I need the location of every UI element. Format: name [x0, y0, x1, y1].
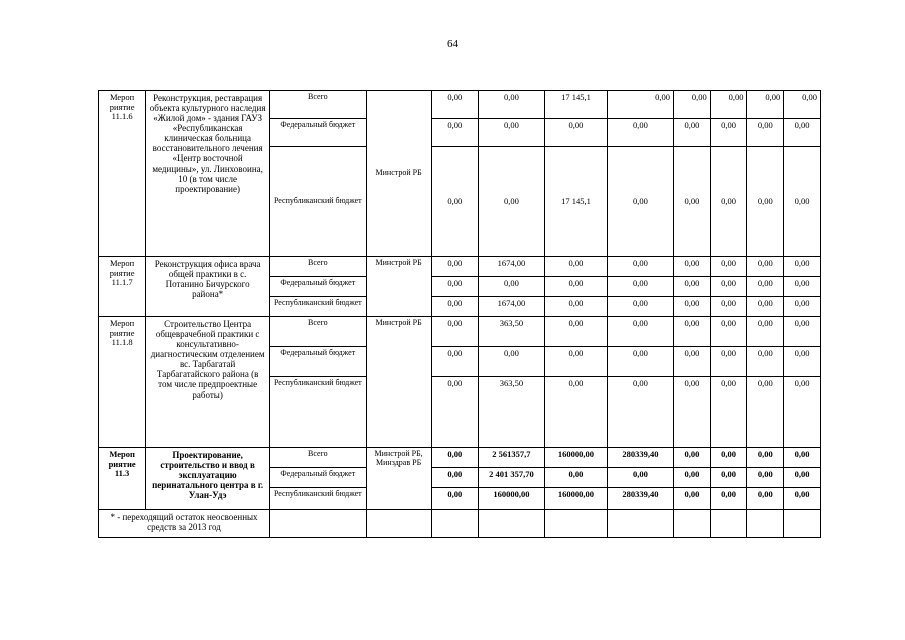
funding-source: Всего	[270, 91, 367, 119]
measure-name: Реконструкция, реставрация объекта культурного наследия «Жилой дом» - здания ГАУЗ «Республиканская клиническая больница восстановительного лечения «Центр восточной медицины», ул. Линховоина, 10 (в том числе проектирование)	[146, 91, 270, 257]
amount-cell: 0,00	[674, 119, 711, 147]
page-number: 64	[447, 38, 458, 50]
amount-cell: 160000,00	[478, 488, 544, 510]
funding-source: Республиканский бюджет	[270, 297, 367, 317]
empty-cell	[431, 510, 478, 538]
amount-cell: 2 401 357,70	[478, 468, 544, 488]
amount-cell: 0,00	[431, 468, 478, 488]
executor: Минстрой РБ	[366, 317, 431, 448]
amount-cell: 0,00	[784, 448, 821, 468]
amount-cell: 0,00	[431, 347, 478, 377]
amount-cell: 0,00	[431, 448, 478, 468]
funding-source: Республиканский бюджет	[270, 147, 367, 257]
amount-cell: 0,00	[478, 347, 544, 377]
footnote: * - переходящий остаток неосвоенных средств за 2013 год	[99, 510, 270, 538]
amount-cell: 0,00	[607, 277, 673, 297]
amount-cell: 0,00	[784, 257, 821, 277]
amount-cell: 0,00	[544, 119, 607, 147]
amount-cell: 0,00	[747, 377, 784, 448]
amount-cell: 0,00	[544, 257, 607, 277]
amount-cell: 0,00	[747, 91, 784, 119]
amount-cell: 0,00	[710, 147, 747, 257]
amount-cell: 0,00	[747, 277, 784, 297]
measure-name: Реконструкция офиса врача общей практики в с. Потанино Бичурского района*	[146, 257, 270, 317]
amount-cell: 0,00	[478, 119, 544, 147]
amount-cell: 0,00	[674, 347, 711, 377]
empty-cell	[544, 510, 607, 538]
amount-cell: 0,00	[710, 347, 747, 377]
amount-cell: 0,00	[544, 347, 607, 377]
table-row	[99, 317, 821, 347]
amount-cell: 0,00	[674, 317, 711, 347]
amount-cell: 0,00	[784, 119, 821, 147]
amount-cell: 0,00	[710, 277, 747, 297]
amount-cell: 0,00	[607, 468, 673, 488]
amount-cell: 160000,00	[544, 448, 607, 468]
empty-cell	[710, 510, 747, 538]
amount-cell: 0,00	[431, 317, 478, 347]
funding-source: Всего	[270, 448, 367, 468]
amount-cell: 280339,40	[607, 488, 673, 510]
measure-id: Мероп риятие 11.3	[99, 448, 146, 510]
amount-cell: 0,00	[544, 297, 607, 317]
funding-source: Всего	[270, 317, 367, 347]
amount-cell: 0,00	[431, 147, 478, 257]
amount-cell: 1674,00	[478, 257, 544, 277]
amount-cell: 0,00	[478, 147, 544, 257]
amount-cell: 0,00	[544, 317, 607, 347]
amount-cell: 0,00	[747, 468, 784, 488]
amount-cell: 0,00	[747, 257, 784, 277]
measure-id: Мероп риятие 11.1.6	[99, 91, 146, 257]
funding-source: Федеральный бюджет	[270, 347, 367, 377]
amount-cell: 1674,00	[478, 297, 544, 317]
amount-cell: 0,00	[784, 347, 821, 377]
amount-cell: 0,00	[607, 91, 673, 119]
amount-cell: 0,00	[607, 119, 673, 147]
amount-cell: 0,00	[431, 91, 478, 119]
executor: Минстрой РБ, Минздрав РБ	[366, 448, 431, 510]
amount-cell: 0,00	[431, 257, 478, 277]
amount-cell: 0,00	[431, 377, 478, 448]
empty-cell	[270, 510, 367, 538]
amount-cell: 0,00	[431, 277, 478, 297]
amount-cell: 280339,40	[607, 448, 673, 468]
amount-cell: 0,00	[607, 297, 673, 317]
amount-cell: 0,00	[674, 488, 711, 510]
amount-cell: 0,00	[674, 277, 711, 297]
executor: Минстрой РБ	[366, 257, 431, 317]
amount-cell: 17 145,1	[544, 91, 607, 119]
amount-cell: 0,00	[431, 119, 478, 147]
amount-cell: 0,00	[544, 468, 607, 488]
amount-cell: 363,50	[478, 377, 544, 448]
amount-cell: 0,00	[544, 277, 607, 297]
amount-cell: 0,00	[607, 257, 673, 277]
measure-name: Проектирование, строительство и ввод в эксплуатацию перинатального центра в г. Улан-Удэ	[146, 448, 270, 510]
table-row	[99, 91, 821, 119]
funding-source: Республиканский бюджет	[270, 488, 367, 510]
amount-cell: 0,00	[478, 91, 544, 119]
amount-cell: 0,00	[607, 377, 673, 448]
amount-cell: 0,00	[710, 91, 747, 119]
measure-id: Мероп риятие 11.1.7	[99, 257, 146, 317]
amount-cell: 0,00	[784, 468, 821, 488]
amount-cell: 0,00	[710, 297, 747, 317]
empty-cell	[478, 510, 544, 538]
amount-cell: 0,00	[747, 297, 784, 317]
amount-cell: 0,00	[710, 377, 747, 448]
amount-cell: 363,50	[478, 317, 544, 347]
footnote-row	[99, 510, 821, 538]
amount-cell: 0,00	[784, 277, 821, 297]
empty-cell	[674, 510, 711, 538]
empty-cell	[366, 510, 431, 538]
amount-cell: 2 561357,7	[478, 448, 544, 468]
amount-cell: 0,00	[747, 347, 784, 377]
amount-cell: 0,00	[747, 317, 784, 347]
amount-cell: 17 145,1	[544, 147, 607, 257]
amount-cell: 0,00	[674, 448, 711, 468]
empty-cell	[607, 510, 673, 538]
amount-cell: 0,00	[674, 91, 711, 119]
amount-cell: 0,00	[784, 377, 821, 448]
measure-name: Строительство Центра общеврачебной практики с консультативно-диагностическим отделением вс. Тарбагатай Тарбагатайского района (в том числе предпроектные работы)	[146, 317, 270, 448]
amount-cell: 0,00	[607, 147, 673, 257]
measure-id: Мероп риятие 11.1.8	[99, 317, 146, 448]
amount-cell: 0,00	[674, 377, 711, 448]
amount-cell: 0,00	[710, 488, 747, 510]
amount-cell: 0,00	[674, 147, 711, 257]
amount-cell: 0,00	[710, 448, 747, 468]
funding-source: Федеральный бюджет	[270, 277, 367, 297]
amount-cell: 0,00	[784, 317, 821, 347]
amount-cell: 160000,00	[544, 488, 607, 510]
amount-cell: 0,00	[784, 297, 821, 317]
amount-cell: 0,00	[544, 377, 607, 448]
amount-cell: 0,00	[607, 317, 673, 347]
amount-cell: 0,00	[710, 119, 747, 147]
funding-source: Федеральный бюджет	[270, 468, 367, 488]
funding-source: Республиканский бюджет	[270, 377, 367, 448]
funding-table	[98, 90, 821, 538]
amount-cell: 0,00	[710, 317, 747, 347]
funding-source: Федеральный бюджет	[270, 119, 367, 147]
amount-cell: 0,00	[674, 257, 711, 277]
amount-cell: 0,00	[747, 147, 784, 257]
empty-cell	[747, 510, 784, 538]
amount-cell: 0,00	[710, 257, 747, 277]
empty-cell	[784, 510, 821, 538]
amount-cell: 0,00	[607, 347, 673, 377]
amount-cell: 0,00	[784, 91, 821, 119]
amount-cell: 0,00	[747, 448, 784, 468]
amount-cell: 0,00	[431, 297, 478, 317]
table-row	[99, 448, 821, 468]
amount-cell: 0,00	[784, 488, 821, 510]
amount-cell: 0,00	[747, 488, 784, 510]
funding-source: Всего	[270, 257, 367, 277]
amount-cell: 0,00	[431, 488, 478, 510]
table-row	[99, 257, 821, 277]
amount-cell: 0,00	[674, 297, 711, 317]
amount-cell: 0,00	[747, 119, 784, 147]
executor: Минстрой РБ	[366, 91, 431, 257]
amount-cell: 0,00	[710, 468, 747, 488]
amount-cell: 0,00	[674, 468, 711, 488]
amount-cell: 0,00	[478, 277, 544, 297]
amount-cell: 0,00	[784, 147, 821, 257]
